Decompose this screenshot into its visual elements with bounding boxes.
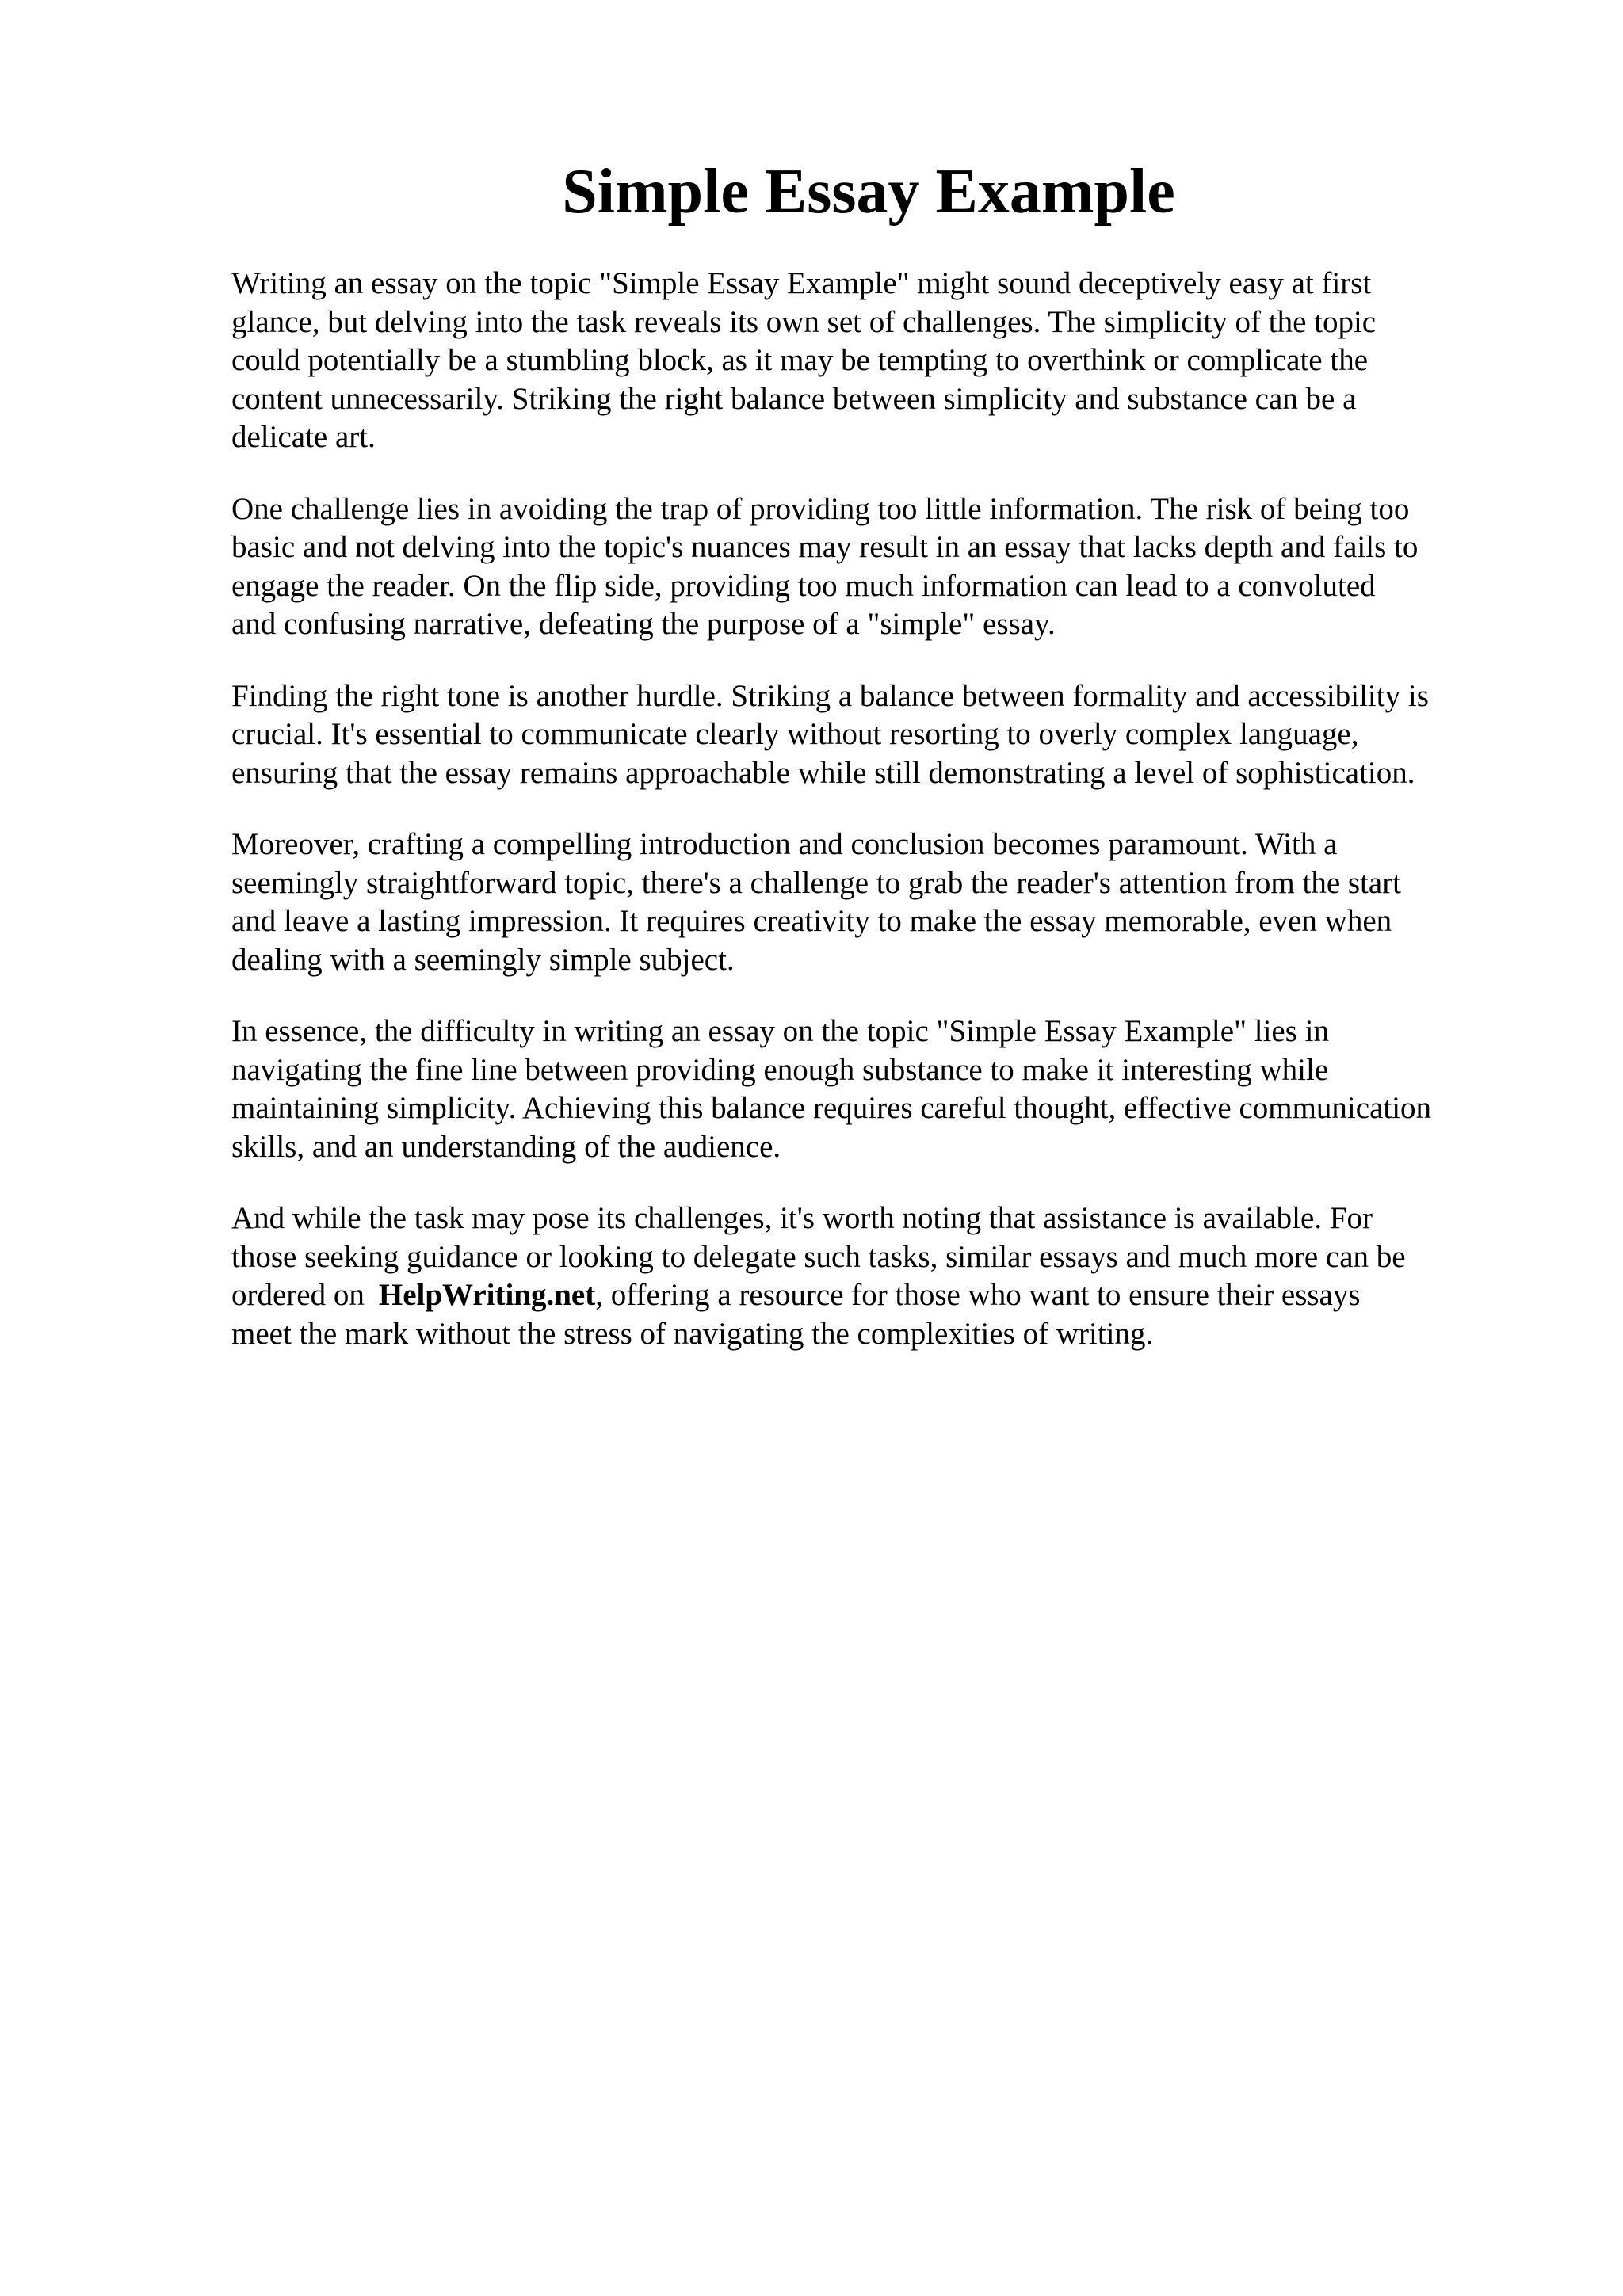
- paragraph-5: [231, 1013, 1531, 1166]
- text-line: In essence, the difficulty in writing an essay on the topic "Simple Essay Example" lies in: [231, 1014, 1329, 1048]
- paragraph-4: [231, 826, 1531, 979]
- text-line: delicate art.: [231, 420, 376, 454]
- text-line: glance, but delving into the task reveals its own set of challenges. The simplicity of the topic: [231, 304, 1377, 339]
- text-line: skills, and an understanding of the audience.: [231, 1129, 781, 1164]
- text-line: Finding the right tone is another hurdle. Striking a balance between formality and accessibility is: [231, 678, 1429, 713]
- text-fragment: ordered on: [231, 1278, 365, 1312]
- text-fragment: , offering a resource for those who want to ensure their essays: [595, 1278, 1361, 1312]
- text-line: and confusing narrative, defeating the purpose of a "simple" essay.: [231, 607, 1056, 641]
- text-line: content unnecessarily. Striking the right balance between simplicity and substance can be a: [231, 381, 1357, 416]
- text-line-with-brand: [231, 1276, 1531, 1315]
- text-line: could potentially be a stumbling block, as it may be tempting to overthink or complicate the: [231, 343, 1369, 377]
- text-line: maintaining simplicity. Achieving this balance requires careful thought, effective communication: [231, 1091, 1432, 1125]
- text-line: those seeking guidance or looking to delegate such tasks, similar essays and much more can be: [231, 1239, 1406, 1274]
- text-line: And while the task may pose its challenges, it's worth noting that assistance is available. For: [231, 1201, 1373, 1235]
- paragraph-closing: [231, 1199, 1531, 1353]
- text-line: crucial. It's essential to communicate clearly without resorting to overly complex language,: [231, 717, 1359, 751]
- text-line: basic and not delving into the topic's nuances may result in an essay that lacks depth and fails to: [231, 530, 1419, 564]
- text-line: dealing with a seemingly simple subject.: [231, 942, 735, 977]
- text-line: navigating the fine line between providing enough substance to make it interesting while: [231, 1052, 1329, 1087]
- text-line: meet the mark without the stress of navigating the complexities of writing.: [231, 1316, 1154, 1351]
- paragraph-2: [231, 490, 1531, 644]
- page-title: Simple Essay Example: [562, 157, 1175, 227]
- text-line: engage the reader. On the flip side, providing too much information can lead to a convoluted: [231, 568, 1376, 603]
- paragraph-3: [231, 677, 1531, 793]
- brand-name: HelpWriting.net: [378, 1278, 596, 1312]
- paragraph-1: [231, 265, 1531, 457]
- text-line: Writing an essay on the topic "Simple Essay Example" might sound deceptively easy at first: [231, 266, 1372, 300]
- essay-body: [231, 265, 1531, 1386]
- text-line: One challenge lies in avoiding the trap of providing too little information. The risk of being too: [231, 491, 1410, 526]
- text-line: ensuring that the essay remains approachable while still demonstrating a level of sophistication.: [231, 755, 1415, 790]
- text-line: and leave a lasting impression. It requires creativity to make the essay memorable, even when: [231, 904, 1392, 938]
- text-line: Moreover, crafting a compelling introduction and conclusion becomes paramount. With a: [231, 827, 1338, 861]
- text-line: seemingly straightforward topic, there's a challenge to grab the reader's attention from the start: [231, 865, 1402, 900]
